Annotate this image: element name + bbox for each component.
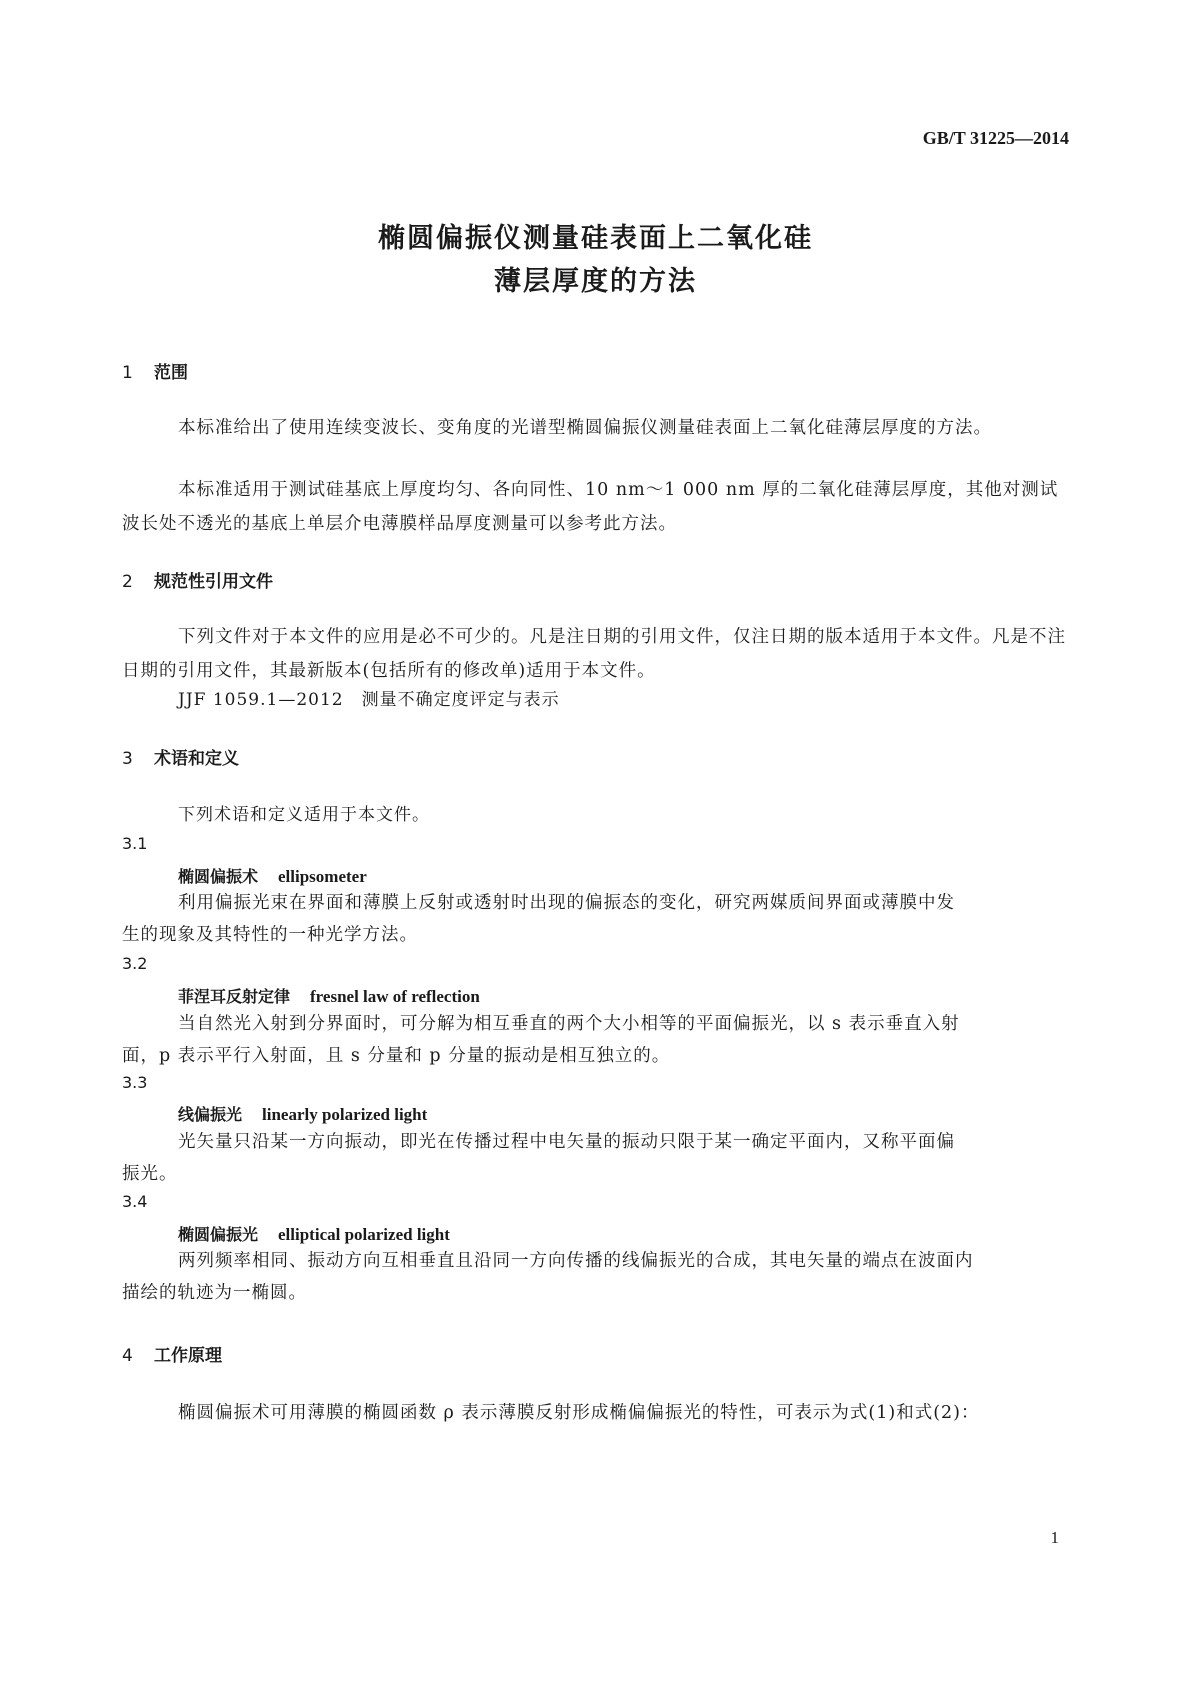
- page-number: 1: [1050, 1528, 1059, 1547]
- standard-code: GB/T 31225—2014: [922, 128, 1069, 148]
- term-chinese: 椭圆偏振光: [178, 1225, 259, 1244]
- section-number: 4: [122, 1346, 133, 1366]
- section-number: 1: [122, 363, 133, 383]
- definition-line-2: 振光。: [122, 1164, 178, 1184]
- definition-line-2: 描绘的轨迹为一椭圆。: [122, 1283, 307, 1303]
- term-english: ellipsometer: [278, 867, 367, 886]
- term-definition: [122, 1008, 1062, 1072]
- term-english: fresnel law of reflection: [310, 987, 480, 1006]
- section-1-paragraph-2: 本标准适用于测试硅基底上厚度均匀、各向同性、10 nm～1 000 nm 厚的二氧化硅薄层厚度，其他对测试波长处不透光的基底上单层介电薄膜样品厚度测量可以参考此方法。: [122, 480, 1059, 534]
- section-2-heading: [122, 567, 273, 592]
- term-chinese: 椭圆偏振术: [178, 867, 259, 886]
- section-number: 3: [122, 749, 133, 769]
- definition-line-1: 利用偏振光束在界面和薄膜上反射或透射时出现的偏振态的变化，研究两媒质间界面或薄膜中发: [178, 893, 955, 913]
- definition-line-2: 生的现象及其特性的一种光学方法。: [122, 925, 418, 945]
- term-definition: [122, 887, 1062, 951]
- term-heading: [178, 984, 480, 1007]
- section-2-paragraph-1: 下列文件对于本文件的应用是必不可少的。凡是注日期的引用文件，仅注日期的版本适用于本文件。凡是不注日期的引用文件，其最新版本(包括所有的修改单)适用于本文件。: [122, 627, 1066, 681]
- section-3-intro: 下列术语和定义适用于本文件。: [178, 805, 430, 825]
- term-english: linearly polarized light: [262, 1105, 428, 1124]
- term-heading: [178, 1102, 427, 1125]
- document-title-line-1: 椭圆偏振仪测量硅表面上二氧化硅: [378, 223, 813, 254]
- definition-line-1: 两列频率相同、振动方向互相垂直且沿同一方向传播的线偏振光的合成，其电矢量的端点在波面内: [178, 1251, 974, 1271]
- section-4-paragraph-1: 椭圆偏振术可用薄膜的椭圆函数 ρ 表示薄膜反射形成椭偏偏振光的特性，可表示为式(1)和式(2)：: [178, 1403, 980, 1423]
- term-chinese: 菲涅耳反射定律: [178, 987, 291, 1006]
- term-definition: [122, 1245, 1062, 1309]
- definition-line-1: 光矢量只沿某一方向振动，即光在传播过程中电矢量的振动只限于某一确定平面内，又称平面偏: [178, 1132, 955, 1152]
- term-number: 3.4: [122, 1192, 148, 1211]
- term-number: 3.3: [122, 1073, 148, 1092]
- term-number: 3.1: [122, 834, 148, 853]
- section-title: 工作原理: [154, 1346, 222, 1366]
- term-number: 3.2: [122, 954, 148, 973]
- section-3-heading: [122, 744, 239, 769]
- term-heading: [178, 1222, 450, 1245]
- section-1-paragraph-1: 本标准给出了使用连续变波长、变角度的光谱型椭圆偏振仪测量硅表面上二氧化硅薄层厚度的方法。: [178, 418, 992, 438]
- section-title: 规范性引用文件: [154, 572, 273, 592]
- definition-line-2: 面，p 表示平行入射面，且 s 分量和 p 分量的振动是相互独立的。: [122, 1046, 671, 1066]
- section-title: 范围: [154, 363, 188, 383]
- section-number: 2: [122, 572, 133, 592]
- term-chinese: 线偏振光: [178, 1105, 243, 1124]
- section-4-heading: [122, 1341, 222, 1366]
- term-english: elliptical polarized light: [278, 1225, 450, 1244]
- definition-line-1: 当自然光入射到分界面时，可分解为相互垂直的两个大小相等的平面偏振光，以 s 表示垂直入射: [178, 1014, 960, 1034]
- normative-reference: JJF 1059.1—2012 测量不确定度评定与表示: [178, 690, 560, 710]
- section-1-heading: [122, 358, 188, 383]
- section-title: 术语和定义: [154, 749, 239, 769]
- term-definition: [122, 1126, 1062, 1190]
- term-heading: [178, 864, 367, 887]
- document-title-line-2: 薄层厚度的方法: [494, 266, 697, 297]
